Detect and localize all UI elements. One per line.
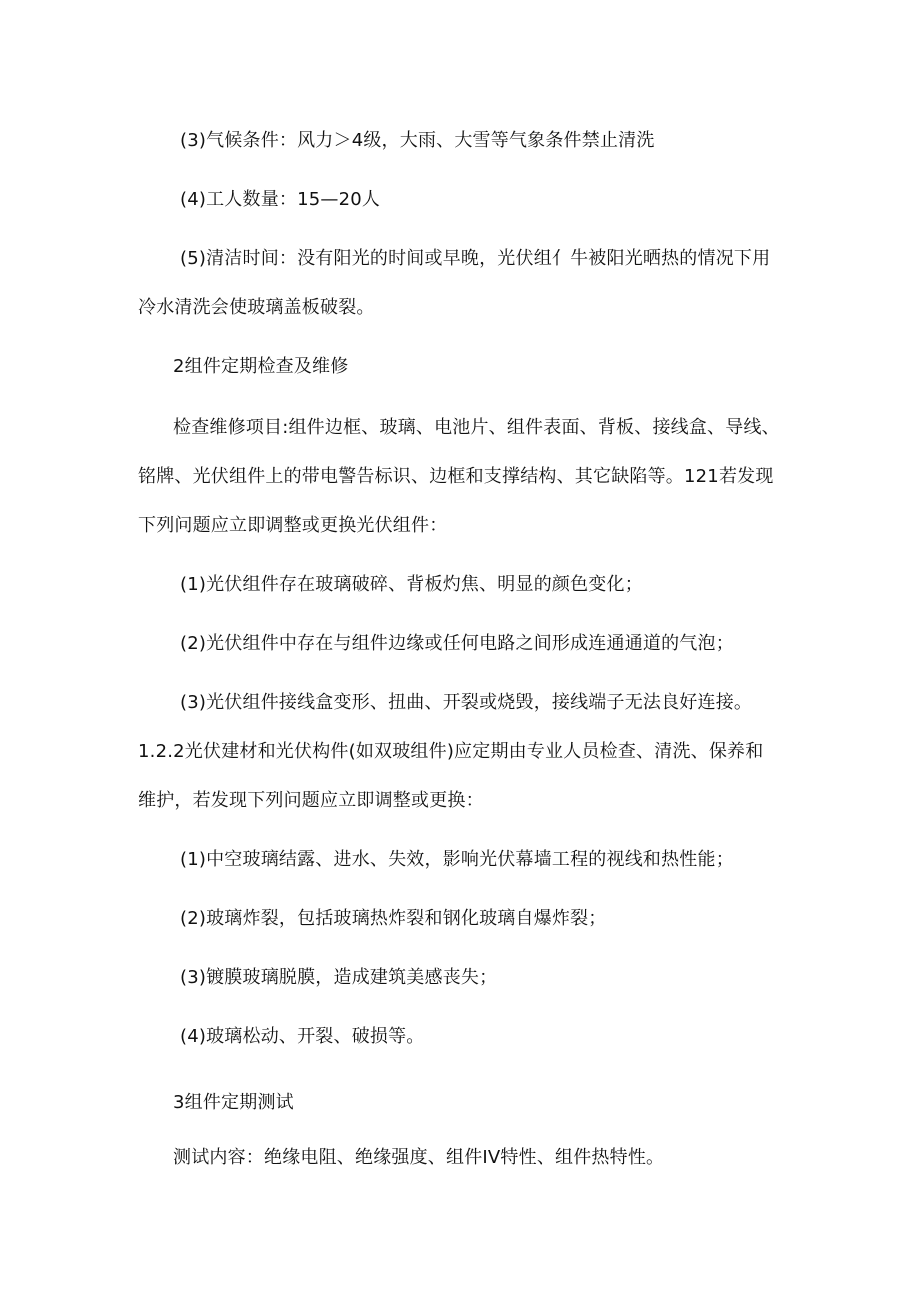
- list-item-bubbles: (2)光伏组件中存在与组件边缘或任何电路之间形成连通通道的气泡；: [180, 633, 734, 654]
- paragraph-bipv-line-1: 1.2.2光伏建材和光伏构件(如双玻组件)应定期由专业人员检查、清洗、保养和: [138, 741, 764, 762]
- list-item-coating-peel: (3)镀膜玻璃脱膜，造成建筑美感丧失；: [180, 967, 498, 988]
- paragraph-test-content: 测试内容：绝缘电阻、绝缘强度、组件IV特性、组件热特性。: [173, 1147, 665, 1168]
- list-item-glass-loose: (4)玻璃松动、开裂、破损等。: [180, 1026, 425, 1047]
- paragraph-inspection-items-line-2: 铭牌、光伏组件上的带电警告标识、边框和支撑结构、其它缺陷等。121若发现: [138, 466, 774, 487]
- list-item-condensation: (1)中空玻璃结露、进水、失效，影响光伏幕墙工程的视线和热性能；: [180, 849, 734, 870]
- list-item-glass-burst: (2)玻璃炸裂，包括玻璃热炸裂和钢化玻璃自爆炸裂；: [180, 908, 607, 929]
- paragraph-inspection-items-line-1: 检查维修项目:组件边框、玻璃、电池片、组件表面、背板、接线盒、导线、: [173, 417, 780, 438]
- list-item-junction-box: (3)光伏组件接线盒变形、扭曲、开裂或烧毁，接线端子无法良好连接。: [180, 692, 753, 713]
- paragraph-cleaning-time-line-1: (5)清洁时间：没有阳光的时间或早晚，光伏组亻牛被阳光晒热的情况下用: [180, 248, 771, 269]
- list-item-glass-breakage: (1)光伏组件存在玻璃破碎、背板灼焦、明显的颜色变化；: [180, 574, 643, 595]
- paragraph-bipv-line-2: 维护，若发现下列问题应立即调整或更换：: [138, 790, 484, 811]
- paragraph-weather-conditions: (3)气候条件：风力＞4级，大雨、大雪等气象条件禁止清洗: [180, 130, 655, 151]
- paragraph-worker-count: (4)工人数量：15—20人: [180, 189, 381, 210]
- paragraph-inspection-items-line-3: 下列问题应立即调整或更换光伏组件：: [138, 515, 448, 536]
- section-heading-inspection-maintenance: 2组件定期检查及维修: [173, 356, 349, 377]
- section-heading-periodic-testing: 3组件定期测试: [173, 1092, 294, 1113]
- paragraph-cleaning-time-line-2: 冷水清洗会使玻璃盖板破裂。: [138, 297, 375, 318]
